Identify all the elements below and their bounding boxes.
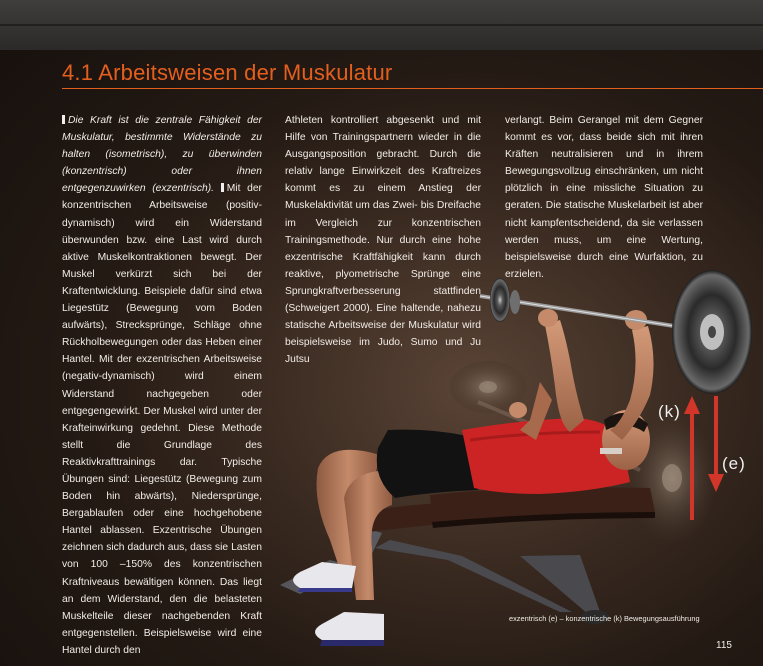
label-concentric: (k) bbox=[658, 402, 681, 421]
athlete-shorts bbox=[377, 430, 478, 498]
definition-text: Die Kraft ist die zentrale Fähigkeit der Muskulatur, bestimmte Widerstände zu halten (isometrisch), zu überwinden (konzentrisch) oder ihnen entgegenzuwirken (exzentrisch). bbox=[62, 115, 262, 195]
paragraph-marker bbox=[62, 115, 65, 124]
text-column-2: Athleten kontrolliert abgesenkt und mit Hilfe von Trainingspartnern wieder in die Ausgangsposition gebracht. Durch die relativ lange Einwirkzeit des Kraftreizes kommt es zu einem Anstieg der Muskelaktivität um das Zwei- bis Dreifache im Vergleich zur konzentrischen Trainingsmethode. Nur durch eine hohe exzentrische Kraftfähigkeit kann durch reaktive, plyometrische Sprünge eine Sprungkraftverbesserung stattfinden (Schweigert 2000). Eine haltende, nahezu statische Arbeitsweise der Muskulatur wird beispielsweise im Judo, Sumo und Ju Jutsu bbox=[285, 115, 481, 366]
section-heading: 4.1 Arbeitsweisen der Muskulatur bbox=[62, 60, 393, 85]
eccentric-arrow bbox=[708, 396, 724, 492]
page-number: 115 bbox=[716, 640, 732, 651]
text-column-1 bbox=[62, 112, 262, 659]
text-column-3: verlangt. Beim Gerangel mit dem Gegner kommt es vor, dass beide sich mit ihren Kräften neutralisieren und in ihrem Bewegungsvollzug einschränken, um nicht plötzlich in eine missliche Situation zu geraten. Die statische Muskelarbeit ist aber nicht kampfentscheidend, da sie verlassen werden muss, um eine Wertung, beispielsweise durch eine Wurfaktion, zu erzielen. bbox=[505, 115, 703, 280]
column1-body: Mit der konzentrischen Arbeitsweise (positiv-dynamisch) wird ein Widerstand überwunden bzw. eine Last wird durch aktive Muskelkontraktionen bewegt. Der Muskel verkürzt sich bei der Kraftentwicklung. Beispiele dafür sind etwa Liegestütz (Bewegung vom Boden aufwärts), Strecksprünge, Schläge ohne Rückholbewegungen oder das Heben einer Hantel. Mit der exzentrischen Arbeitsweise (negativ-dynamisch) wird einem Widerstand nachgegeben oder entgegengewirkt. Der Muskel wird unter der Krafteinwirkung gedehnt. Diese Methode stellt die Grundlage des Reaktivkrafttrainings dar. Typische Übungen sind: Liegestütz (Bewegung zum Boden hin abwärts), Niedersprünge, Bergablaufen oder eine hochgehobene Hantel ablassen. Exzentrische Übungen zeichnen sich dadurch aus, dass sie Lasten von 100 –150% des konzentrischen Kraftniveaus bewältigen können. Das liegt an dem Widerstand, den die belasteten Muskelteile dieser nachgebenden Kraft entgegenstellen. Beispielsweise wird eine Hantel durch den bbox=[62, 183, 262, 656]
weight-plate-right bbox=[672, 270, 752, 394]
athlete-arms bbox=[509, 309, 654, 440]
paragraph-marker bbox=[221, 183, 224, 192]
weight-plate-left bbox=[490, 278, 520, 322]
figure-caption: exzentrisch (e) – konzentrische (k) Bewegungsausführung bbox=[509, 614, 700, 623]
label-eccentric: (e) bbox=[722, 454, 746, 473]
